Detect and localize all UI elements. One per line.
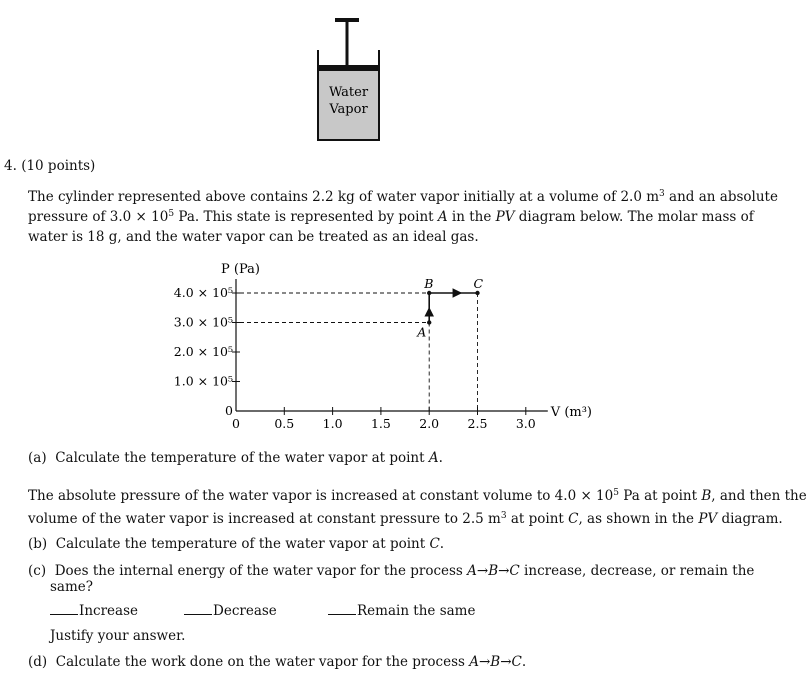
part-c-line-1: (c) Does the internal energy of the water vapor for the process A→B→C increase, decrease, or remain the [28, 563, 755, 579]
point-c [475, 291, 479, 295]
intro-line-2: pressure of $3.0 \times 10^5$ Pa. This state is represented by point A in the PV diagram below. The molar mass of [28, 209, 754, 225]
problem-number: 4. [4, 158, 17, 174]
blank-line [50, 602, 78, 615]
cylinder-label-2: Vapor [329, 102, 368, 117]
x-tick-label: 0 [232, 416, 240, 431]
x-tick-label: 2.0 [419, 416, 440, 431]
point-b [427, 291, 431, 295]
x-tick-label: 1.5 [370, 416, 391, 431]
x-tick-label: 0.5 [274, 416, 295, 431]
point-label-b: B [424, 276, 434, 291]
cylinder-figure [300, 10, 400, 150]
point-label-c: C [473, 276, 484, 291]
option-increase[interactable]: Increase [50, 602, 138, 620]
piston-rod [346, 20, 349, 65]
para2-line-1: The absolute pressure of the water vapor is increased at constant volume to $4.0 \times 10^5$ Pa at point B, and then the [28, 488, 807, 504]
piston-head [319, 65, 378, 71]
blank-line [184, 602, 212, 615]
part-b: (b) Calculate the temperature of the water vapor at point C. [28, 536, 445, 552]
problem-header [4, 157, 95, 175]
point-a [427, 320, 431, 324]
para2-line-2: volume of the water vapor is increased at constant pressure to 2.5 $m^3$ at point C, as shown in the PV diagram. [28, 511, 783, 527]
justify-answer: Justify your answer. [50, 628, 186, 644]
intro-line-3: water is 18 g, and the water vapor can be treated as an ideal gas. [28, 229, 479, 245]
part-c-line-2: same? [50, 579, 94, 595]
y-axis-label: P (Pa) [221, 262, 260, 277]
point-label-a: A [417, 324, 427, 340]
option-remain-same[interactable]: Remain the same [328, 602, 475, 620]
x-axis-label: V (m³) [550, 405, 593, 420]
problem-points: (10 points) [21, 158, 96, 174]
pv-diagram [0, 262, 593, 442]
y-tick-label: 4.0 × 10⁵ [173, 285, 233, 300]
x-tick-label: 3.0 [515, 416, 536, 431]
y-tick-label: 2.0 × 10⁵ [173, 344, 233, 359]
x-tick-label: 1.0 [322, 416, 343, 431]
y-tick-label: 1.0 × 10⁵ [173, 373, 233, 389]
y-tick-label: 3.0 × 10⁵ [173, 314, 233, 330]
part-a: (a) Calculate the temperature of the water vapor at point A. [28, 450, 443, 466]
cylinder-label-1: Water [328, 85, 369, 100]
intro-line-1: The cylinder represented above contains 2.2 kg of water vapor initially at a volume of 2.0 $m^3$ and an absolute [28, 189, 778, 205]
part-d: (d) Calculate the work done on the water vapor for the process A→B→C. [28, 654, 527, 670]
option-decrease[interactable]: Decrease [184, 602, 277, 620]
blank-line [328, 602, 356, 615]
x-tick-label: 2.5 [467, 416, 488, 431]
y-tick-label: 0 [225, 403, 233, 418]
